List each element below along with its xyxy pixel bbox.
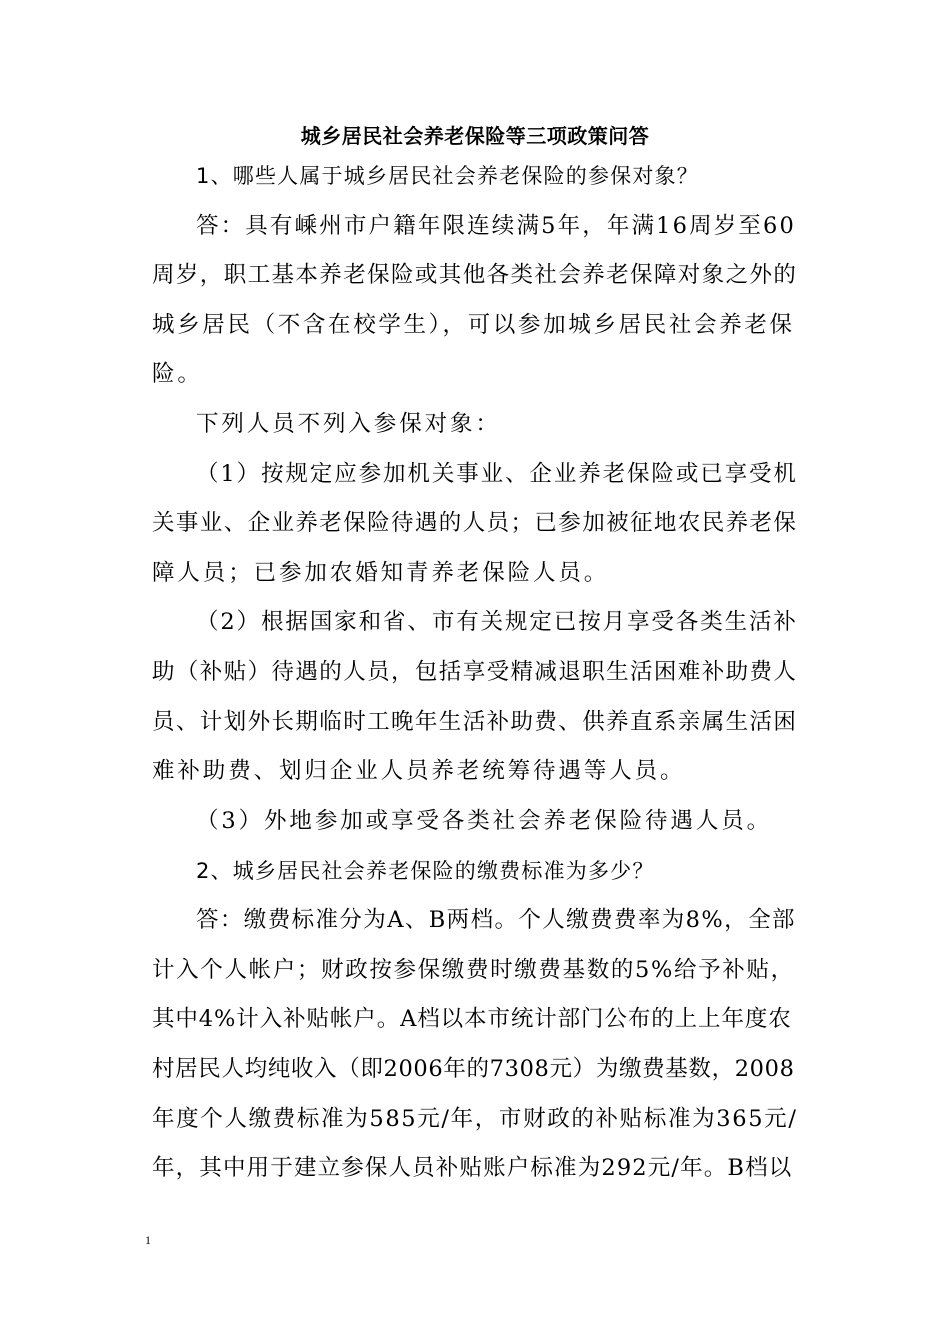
paragraph-line: 员、计划外长期临时工晚年生活补助费、供养直系亲属生活困 — [152, 709, 798, 735]
paragraph-line: 下列人员不列入参保对象： — [196, 411, 501, 437]
answer-line: 计入个人帐户；财政按参保缴费时缴费基数的5%给予补贴， — [152, 957, 795, 983]
paragraph-line: （2）根据国家和省、市有关规定已按月享受各类生活补 — [196, 609, 798, 635]
answer-line: 年度个人缴费标准为585元/年，市财政的补贴标准为365元/ — [152, 1106, 798, 1132]
answer-line: 险。 — [152, 361, 203, 387]
answer-line: 村居民人均纯收入（即2006年的7308元）为缴费基数，2008 — [152, 1056, 795, 1082]
document-title: 城乡居民社会养老保险等三项政策问答 — [300, 124, 650, 148]
paragraph-line: （1）按规定应参加机关事业、企业养老保险或已享受机 — [196, 461, 798, 487]
paragraph-line: 关事业、企业养老保险待遇的人员；已参加被征地农民养老保 — [152, 510, 798, 536]
answer-line: 城乡居民（不含在校学生），可以参加城乡居民社会养老保 — [152, 312, 795, 338]
paragraph-line: （3）外地参加或享受各类社会养老保险待遇人员。 — [196, 808, 773, 834]
question-1: 1、哪些人属于城乡居民社会养老保险的参保对象？ — [196, 164, 699, 188]
answer-line: 其中4%计入补贴帐户。A档以本市统计部门公布的上上年度农 — [152, 1006, 792, 1032]
answer-line: 周岁，职工基本养老保险或其他各类社会养老保障对象之外的 — [152, 262, 798, 288]
paragraph-line: 难补助费、划归企业人员养老统筹待遇等人员。 — [152, 758, 686, 784]
page-number: 1 — [145, 1233, 151, 1247]
answer-line: 答：缴费标准分为A、B两档。个人缴费费率为8%，全部 — [196, 907, 796, 933]
paragraph-line: 障人员；已参加农婚知青养老保险人员。 — [152, 560, 610, 586]
question-2: 2、城乡居民社会养老保险的缴费标准为多少？ — [196, 859, 655, 883]
answer-line: 答：具有嵊州市户籍年限连续满5年，年满16周岁至60 — [196, 213, 796, 239]
answer-line: 年，其中用于建立参保人员补贴账户标准为292元/年。B档以 — [152, 1155, 793, 1181]
paragraph-line: 助（补贴）待遇的人员，包括享受精减退职生活困难补助费人 — [152, 659, 798, 685]
